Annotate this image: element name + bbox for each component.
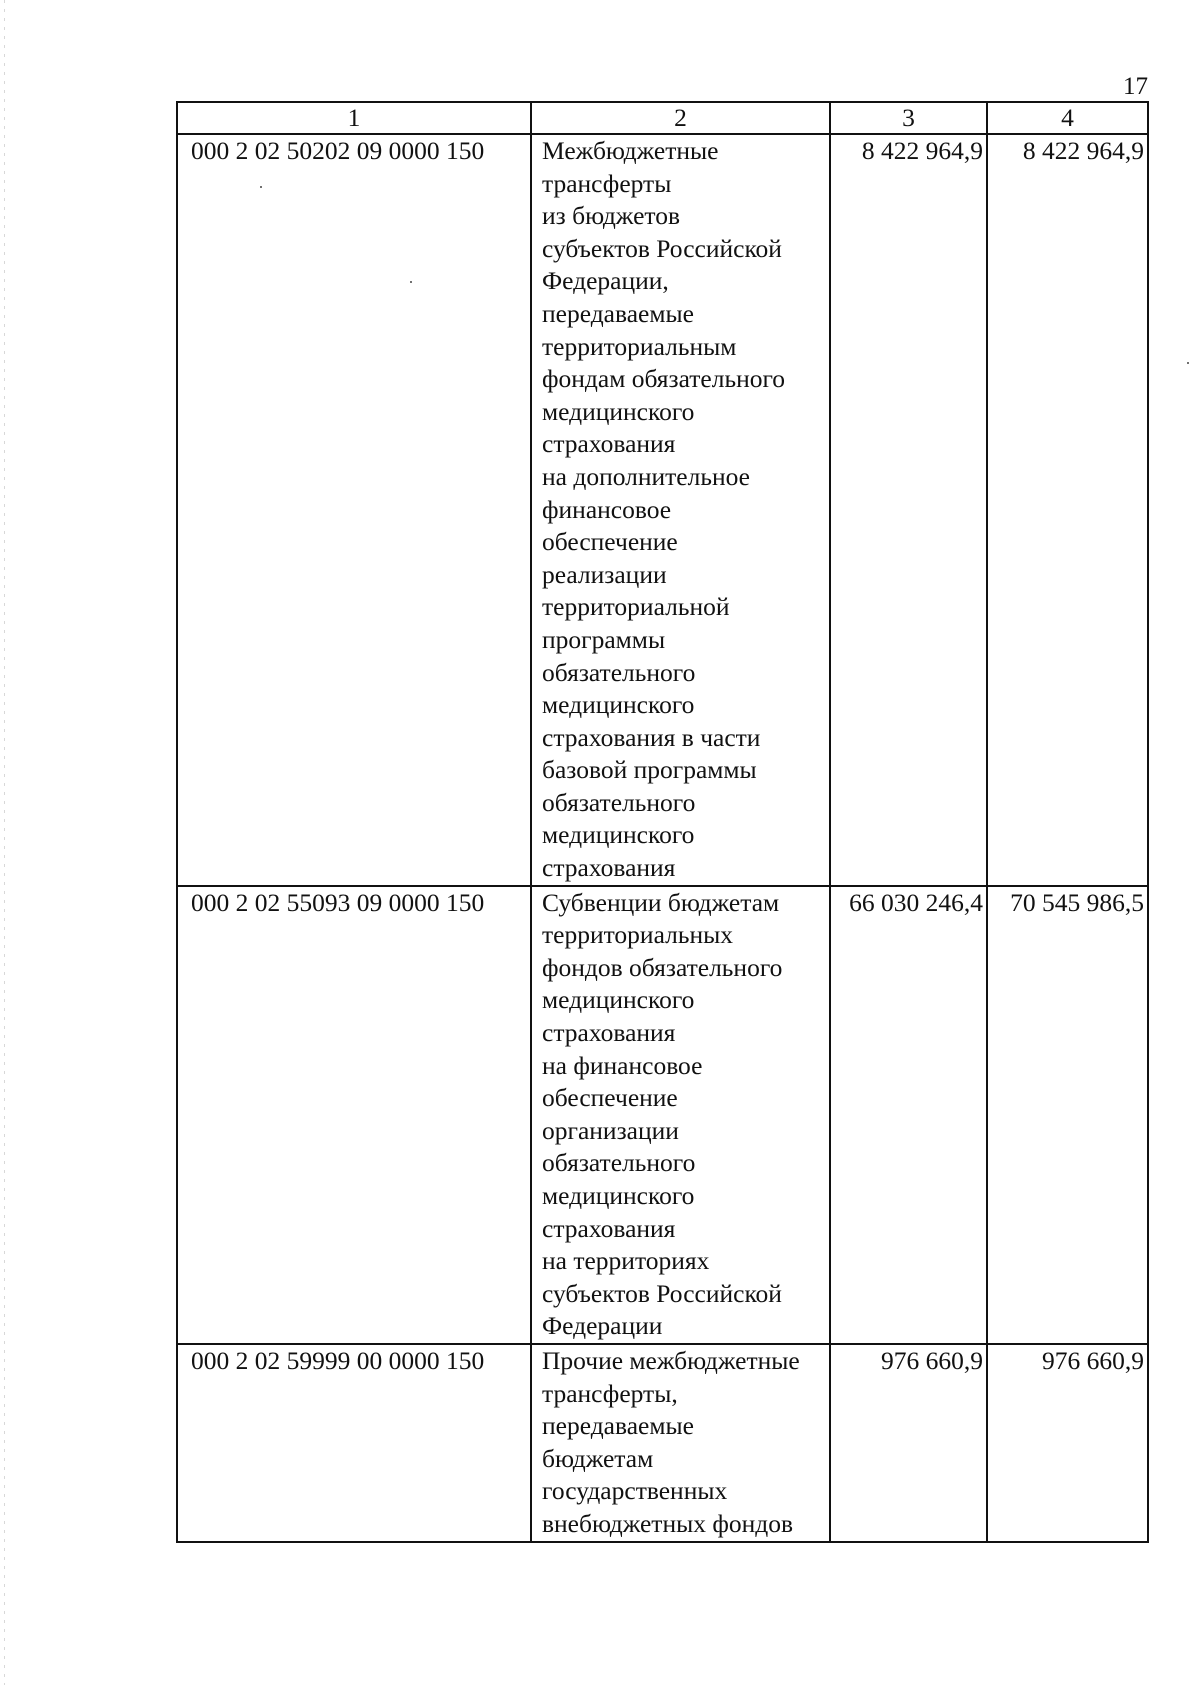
description-line: бюджетам <box>542 1443 654 1473</box>
header-col-1: 1 <box>177 102 531 134</box>
description-line: трансферты, <box>542 1378 678 1408</box>
budget-code-cell: 000 2 02 50202 09 0000 150 <box>177 134 531 886</box>
amount-col-3-cell: 976 660,9 <box>830 1344 987 1542</box>
table-header <box>177 102 1148 134</box>
table-row <box>177 886 1148 1344</box>
description-line: на территориях <box>542 1246 710 1276</box>
amount-col-3-cell: 8 422 964,9 <box>830 134 987 886</box>
description-line: фондов обязательного <box>542 952 783 982</box>
description-line: обеспечение <box>542 1083 678 1113</box>
description-line: внебюджетных фондов <box>542 1508 794 1538</box>
amount-col-3-cell: 66 030 246,4 <box>830 886 987 1344</box>
header-col-3: 3 <box>830 102 987 134</box>
description-line: базовой программы <box>542 755 757 785</box>
description-line: Федерации, <box>542 266 669 296</box>
description-line: программы <box>542 624 666 654</box>
description-line: медицинского <box>542 820 695 850</box>
description-line: территориальным <box>542 331 737 361</box>
description-line: страхования <box>542 429 676 459</box>
description-cell <box>531 134 830 886</box>
description-line: медицинского <box>542 690 695 720</box>
table-row <box>177 134 1148 886</box>
amount-col-4-cell: 70 545 986,5 <box>987 886 1148 1344</box>
description-line: фондам обязательного <box>542 364 786 394</box>
amount-col-4-cell: 976 660,9 <box>987 1344 1148 1542</box>
budget-code-cell: 000 2 02 59999 00 0000 150 <box>177 1344 531 1542</box>
description-line: государственных <box>542 1476 728 1506</box>
description-line: страхования в части <box>542 722 761 752</box>
description-cell <box>531 886 830 1344</box>
description-line: передаваемые <box>542 1411 694 1441</box>
description-line: страхования <box>542 1018 676 1048</box>
header-col-4: 4 <box>987 102 1148 134</box>
description-line: на финансовое <box>542 1050 703 1080</box>
description-line: территориальных <box>542 920 733 950</box>
description-cell <box>531 1344 830 1542</box>
description-line: реализации <box>542 559 667 589</box>
budget-code-cell: 000 2 02 55093 09 0000 150 <box>177 886 531 1344</box>
description-line: обязательного <box>542 1148 696 1178</box>
description-line: обязательного <box>542 787 696 817</box>
description-line: медицинского <box>542 985 695 1015</box>
amount-col-4-cell: 8 422 964,9 <box>987 134 1148 886</box>
budget-table <box>176 101 1149 1543</box>
description-line: обеспечение <box>542 527 678 557</box>
header-row <box>177 102 1148 134</box>
page-number: 17 <box>1123 73 1148 100</box>
description-line: субъектов Российской <box>542 233 782 263</box>
table-body <box>177 134 1148 1542</box>
description-line: медицинского <box>542 396 695 426</box>
description-line: трансферты <box>542 168 672 198</box>
description-line: на дополнительное <box>542 461 750 491</box>
description-line: Прочие межбюджетные <box>542 1345 800 1375</box>
description-line: субъектов Российской <box>542 1278 782 1308</box>
description-line: Федерации <box>542 1311 663 1341</box>
description-line: Субвенции бюджетам <box>542 887 780 917</box>
table-row <box>177 1344 1148 1542</box>
description-line: передаваемые <box>542 298 694 328</box>
description-line: территориальной <box>542 592 730 622</box>
description-line: страхования <box>542 1213 676 1243</box>
description-line: финансовое <box>542 494 672 524</box>
description-line: медицинского <box>542 1181 695 1210</box>
description-line: Межбюджетные <box>542 136 719 165</box>
description-line: организации <box>542 1115 679 1145</box>
scan-edge-artifact <box>4 0 5 1685</box>
description-line: страхования <box>542 853 676 883</box>
description-line: обязательного <box>542 657 696 687</box>
description-line: из бюджетов <box>542 201 680 231</box>
header-col-2: 2 <box>531 102 830 134</box>
scan-speck <box>1187 362 1189 364</box>
